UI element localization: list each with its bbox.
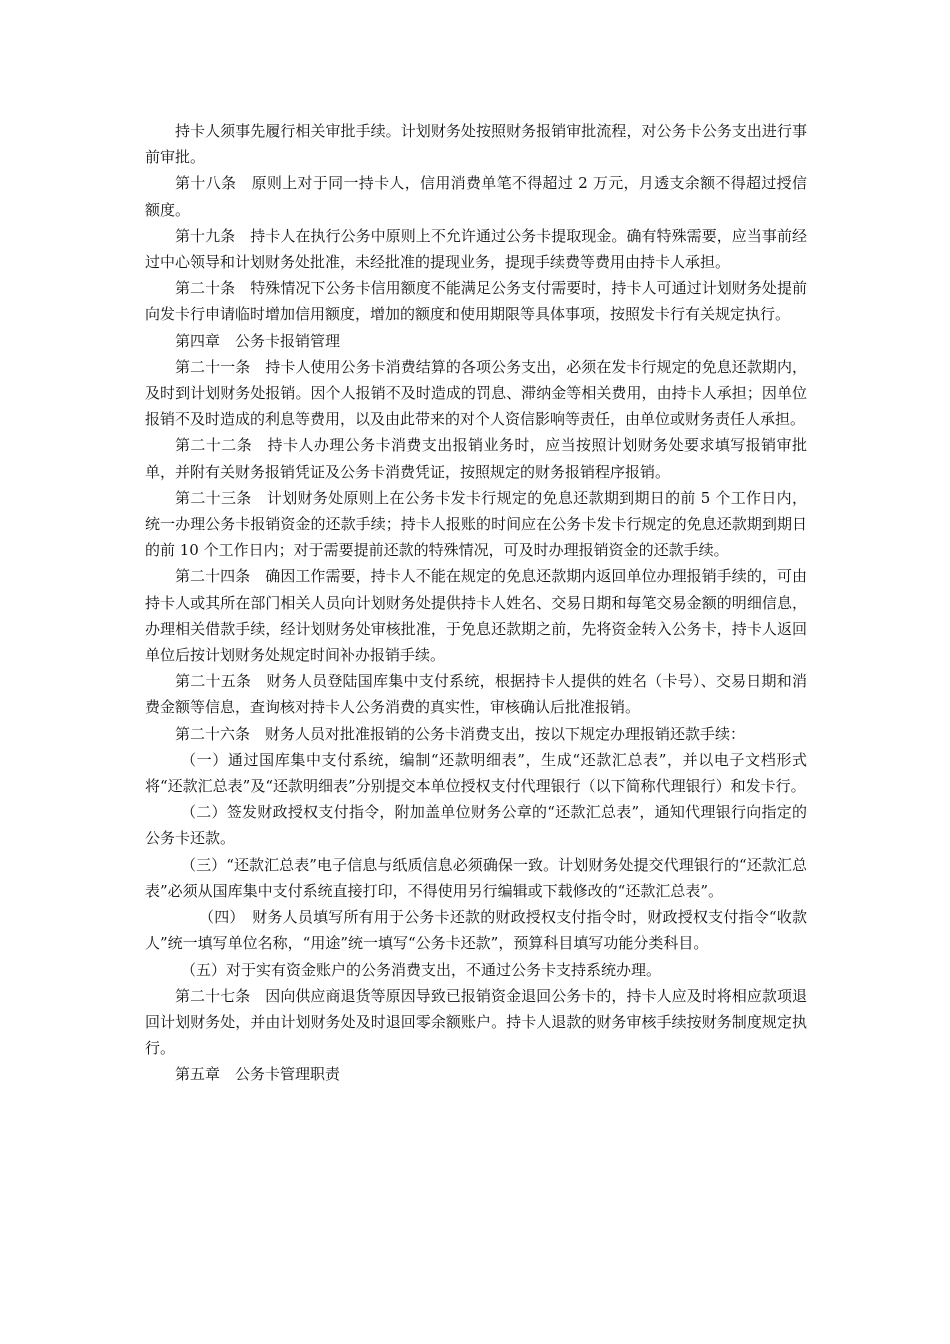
- article-26-item-3: （三）“还款汇总表”电子信息与纸质信息必须确保一致。计划财务处提交代理银行的“还款汇总表”必须从国库集中支付系统直接打印，不得使用另行编辑或下载修改的“还款汇总表”。: [145, 855, 807, 900]
- article-26-item-1: （一）通过国库集中支付系统，编制“还款明细表”，生成“还款汇总表”，并以电子文档形式将“还款汇总表”及“还款明细表”分别提交本单位授权支付代理银行（以下简称代理银行）和发卡行。: [145, 750, 807, 796]
- article-20: 第二十条 特殊情况下公务卡信用额度不能满足公务支付需要时，持卡人可通过计划财务处提前向发卡行申请临时增加信用额度，增加的额度和使用期限等具体事项，按照发卡行有关规定执行。: [145, 279, 807, 324]
- article-25: 第二十五条 财务人员登陆国库集中支付系统，根据持卡人提供的姓名（卡号）、交易日期和消费金额等信息，查询核对持卡人公务消费的真实性，审核确认后批准报销。: [145, 672, 807, 717]
- article-23: 第二十三条 计划财务处原则上在公务卡发卡行规定的免息还款期到期日的前 5 个工作日内，统一办理公务卡报销资金的还款手续；持卡人报账的时间应在公务卡发卡行规定的免息还款期到期日的前 10 个工作日内；对于需要提前还款的特殊情况，可及时办理报销资金的还款手续。: [145, 488, 807, 560]
- article-22: 第二十二条 持卡人办理公务卡消费支出报销业务时，应当按照计划财务处要求填写报销审批单，并附有关财务报销凭证及公务卡消费凭证，按照规定的财务报销程序报销。: [145, 436, 807, 481]
- article-18: 第十八条 原则上对于同一持卡人，信用消费单笔不得超过 2 万元，月透支余额不得超过授信额度。: [145, 174, 807, 219]
- chapter-4-heading: 第四章 公务卡报销管理: [175, 331, 341, 350]
- article-26-item-2: （二）签发财政授权支付指令，附加盖单位财务公章的“还款汇总表”，通知代理银行向指定的公务卡还款。: [145, 803, 807, 848]
- article-27: 第二十七条 因向供应商退货等原因导致已报销资金退回公务卡的，持卡人应及时将相应款项退回计划财务处，并由计划财务处及时退回零余额账户。持卡人退款的财务审核手续按财务制度规定执行。: [145, 986, 807, 1058]
- article-24: 第二十四条 确因工作需要，持卡人不能在规定的免息还款期内返回单位办理报销手续的，可由持卡人或其所在部门相关人员向计划财务处提供持卡人姓名、交易日期和每笔交易金额的明细信息，办理相关借款手续，经计划财务处审核批准，于免息还款期之前，先将资金转入公务卡，持卡人返回单位后按计划财务处规定时间补办报销手续。: [145, 567, 807, 665]
- article-26: 第二十六条 财务人员对批准报销的公务卡消费支出，按以下规定办理报销还款手续：: [175, 724, 746, 743]
- article-19: 第十九条 持卡人在执行公务中原则上不允许通过公务卡提取现金。确有特殊需要，应当事前经过中心领导和计划财务处批准，未经批准的提现业务，提现手续费等费用由持卡人承担。: [145, 226, 807, 272]
- paragraph-approval: 持卡人须事先履行相关审批手续。计划财务处按照财务报销审批流程，对公务卡公务支出进行事前审批。: [145, 122, 807, 167]
- document-page: [145, 118, 807, 1088]
- article-26-item-5: （五）对于实有资金账户的公务消费支出，不通过公务卡支持系统办理。: [181, 960, 662, 979]
- article-26-item-4: （四） 财务人员填写所有用于公务卡还款的财政授权支付指令时，财政授权支付指令“收款人”统一填写单位名称，“用途”统一填写“公务卡还款”，预算科目填写功能分类科目。: [145, 908, 807, 953]
- article-21: 第二十一条 持卡人使用公务卡消费结算的各项公务支出，必须在发卡行规定的免息还款期内，及时到计划财务处报销。因个人报销不及时造成的罚息、滞纳金等相关费用，由持卡人承担；因单位报销不及时造成的利息等费用，以及由此带来的对个人资信影响等责任，由单位或财务责任人承担。: [145, 357, 807, 429]
- chapter-5-heading: 第五章 公务卡管理职责: [175, 1065, 341, 1084]
